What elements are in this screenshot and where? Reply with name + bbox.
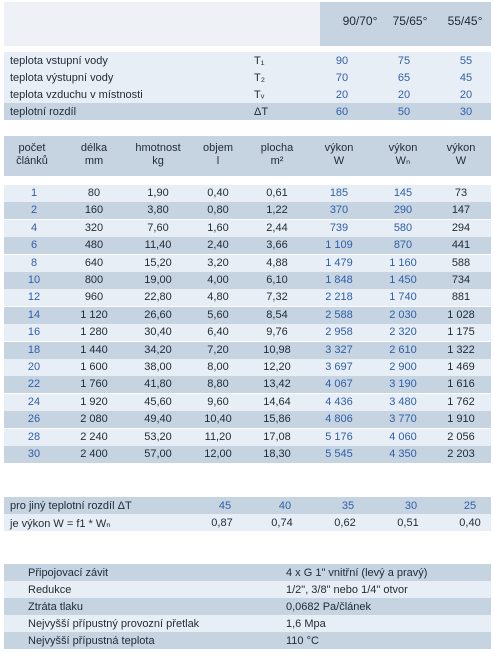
table-cell: 145 <box>393 187 413 199</box>
column-header-weight: hmotnost kg <box>135 142 181 167</box>
table-row <box>4 394 491 411</box>
condition-label: teplotní rozdíl <box>10 106 77 118</box>
table-cell: 9,60 <box>207 395 229 408</box>
table-cell: 73 <box>454 187 468 199</box>
table-cell: 10,98 <box>263 343 291 356</box>
table-cell: 4 067 <box>325 378 353 391</box>
table-row <box>4 359 491 376</box>
table-cell: 4 060 <box>389 430 417 443</box>
table-cell: 881 <box>451 291 471 304</box>
conditions-row <box>4 52 491 69</box>
table-cell: 3 190 <box>389 378 417 391</box>
spec-row <box>4 615 491 632</box>
table-cell: 800 <box>84 274 104 286</box>
table-cell: 10 <box>27 274 41 286</box>
spec-label: Ztráta tlaku <box>28 601 84 613</box>
column-header-output-w: výkon W <box>324 142 354 167</box>
column-header-count: počet článků <box>16 142 48 167</box>
table-row <box>4 220 491 237</box>
table-cell: 26,60 <box>144 308 172 321</box>
table-cell: 580 <box>393 221 413 234</box>
table-cell: 147 <box>451 204 471 217</box>
formula-value: 0,62 <box>334 517 356 529</box>
table-cell: 11,20 <box>204 430 232 443</box>
table-cell: 294 <box>451 221 471 234</box>
table-row <box>4 411 491 428</box>
table-cell: 0,80 <box>207 204 229 217</box>
table-cell: 160 <box>84 204 104 217</box>
table-cell: 2 400 <box>80 448 108 460</box>
table-cell: 38,00 <box>144 361 172 373</box>
table-cell: 13,42 <box>263 378 291 391</box>
table-cell: 20 <box>27 361 41 373</box>
table-row <box>4 307 491 324</box>
table-cell: 9,76 <box>266 326 288 339</box>
table-cell: 441 <box>451 239 471 252</box>
table-body <box>0 185 495 465</box>
table-cell: 8,00 <box>207 361 229 373</box>
table-cell: 3 327 <box>325 343 353 356</box>
table-cell: 26 <box>27 413 41 426</box>
column-header-output-w2: výkon W <box>446 142 476 167</box>
column-header-volume: objem l <box>203 142 233 167</box>
table-row <box>4 429 491 446</box>
table-cell: 1 280 <box>80 326 108 339</box>
condition-value: 50 <box>397 106 411 118</box>
table-cell: 6,40 <box>207 326 229 339</box>
condition-symbol: Tᵥ <box>254 89 265 101</box>
table-cell: 2 320 <box>389 326 417 339</box>
table-cell: 5 545 <box>325 448 353 460</box>
condition-value: 55 <box>459 55 473 67</box>
spec-row <box>4 581 491 598</box>
table-cell: 3 697 <box>325 361 353 373</box>
formula-row <box>4 514 491 531</box>
table-row <box>4 255 491 272</box>
table-cell: 290 <box>393 204 413 217</box>
table-header <box>4 136 491 176</box>
condition-value: 90 <box>335 55 349 67</box>
table-cell: 12 <box>27 291 41 304</box>
table-cell: 1 120 <box>80 308 108 321</box>
table-cell: 4 436 <box>325 395 353 408</box>
table-cell: 2 958 <box>325 326 353 339</box>
table-cell: 5,60 <box>207 308 229 321</box>
table-row <box>4 185 491 202</box>
table-row <box>4 237 491 254</box>
table-cell: 2 900 <box>389 361 417 373</box>
table-cell: 22 <box>27 378 41 391</box>
table-cell: 15,20 <box>144 256 172 269</box>
table-cell: 8,80 <box>207 378 229 391</box>
table-cell: 2 240 <box>80 430 108 443</box>
condition-value: 60 <box>335 106 349 118</box>
condition-value: 20 <box>335 89 349 101</box>
condition-symbol: T₂ <box>254 72 265 84</box>
condition-value: 65 <box>397 72 411 84</box>
table-cell: 34,20 <box>144 343 172 356</box>
table-cell: 1 920 <box>80 395 108 408</box>
spec-label: Nejvyšší přípustný provozní přetlak <box>28 618 200 630</box>
condition-value: 20 <box>397 89 411 101</box>
spec-value: 1/2", 3/8" nebo 1/4" otvor <box>286 584 408 596</box>
table-cell: 41,80 <box>144 378 172 391</box>
table-cell: 18 <box>27 343 41 356</box>
table-cell: 1 175 <box>447 326 475 339</box>
table-cell: 870 <box>393 239 413 252</box>
table-cell: 49,40 <box>144 413 172 426</box>
condition-symbol: T₁ <box>254 55 265 67</box>
other-dt-value: 35 <box>341 500 355 512</box>
column-header-length: délka mm <box>80 142 108 167</box>
table-cell: 1 600 <box>80 361 108 373</box>
spec-value: 4 x G 1" vnitřní (levý a pravý) <box>286 567 428 579</box>
table-cell: 2 080 <box>80 413 108 426</box>
table-cell: 1 440 <box>80 343 108 356</box>
table-cell: 320 <box>84 221 104 234</box>
table-row <box>4 342 491 359</box>
formula-value: 0,74 <box>271 517 293 529</box>
spec-row <box>4 598 491 615</box>
condition-value: 75 <box>397 55 411 67</box>
table-cell: 1,90 <box>147 187 169 199</box>
column-header-output-wn: výkon Wₙ <box>388 142 418 167</box>
table-row <box>4 202 491 219</box>
other-dt-value: 25 <box>463 500 477 512</box>
spec-label: Nejvyšší přípustná teplota <box>28 635 155 647</box>
table-cell: 22,80 <box>144 291 172 304</box>
table-cell: 8 <box>30 256 38 269</box>
conditions-block <box>4 52 491 120</box>
table-cell: 2 <box>30 204 38 217</box>
table-cell: 739 <box>329 221 349 234</box>
other-dt-value: 30 <box>404 500 418 512</box>
table-cell: 1 <box>30 187 38 199</box>
table-cell: 1 760 <box>80 378 108 391</box>
table-cell: 1 109 <box>325 239 353 252</box>
table-cell: 2 056 <box>447 430 475 443</box>
condition-value: 20 <box>459 89 473 101</box>
table-cell: 2,44 <box>266 221 288 234</box>
table-row <box>4 324 491 341</box>
table-cell: 4,80 <box>207 291 229 304</box>
table-row <box>4 289 491 306</box>
table-cell: 1,60 <box>207 221 229 234</box>
table-cell: 734 <box>451 274 471 286</box>
condition-symbol: ΔT <box>254 106 269 118</box>
table-cell: 2 030 <box>389 308 417 321</box>
table-cell: 14,64 <box>263 395 291 408</box>
spec-value: 0,0682 Pa/článek <box>286 601 372 613</box>
table-cell: 45,60 <box>144 395 172 408</box>
table-cell: 3 770 <box>389 413 417 426</box>
table-row <box>4 446 491 463</box>
table-cell: 960 <box>84 291 104 304</box>
spec-label: Redukce <box>28 584 72 596</box>
table-cell: 18,30 <box>263 448 291 460</box>
table-cell: 24 <box>27 395 41 408</box>
table-cell: 2 610 <box>389 343 417 356</box>
conditions-row <box>4 86 491 103</box>
table-cell: 12,00 <box>204 448 232 460</box>
condition-label: teplota výstupní vody <box>10 72 114 84</box>
table-cell: 0,61 <box>266 187 288 199</box>
other-dt-row <box>4 497 491 514</box>
table-cell: 1 848 <box>325 274 353 286</box>
header-col-75-65: 75/65° <box>392 14 428 28</box>
table-row <box>4 376 491 393</box>
table-cell: 7,20 <box>207 343 229 356</box>
table-cell: 185 <box>329 187 349 199</box>
table-cell: 3 480 <box>389 395 417 408</box>
table-cell: 7,60 <box>147 221 169 234</box>
table-cell: 2,40 <box>207 239 229 252</box>
table-cell: 4,00 <box>207 274 229 286</box>
table-cell: 1 910 <box>447 413 475 426</box>
table-cell: 10,40 <box>204 413 232 426</box>
other-dt-label: pro jiný teplotní rozdíl ΔT <box>10 500 132 512</box>
spec-value: 110 °C <box>286 635 319 647</box>
table-cell: 1 469 <box>447 361 475 373</box>
condition-value: 30 <box>459 106 473 118</box>
table-row <box>4 272 491 289</box>
table-cell: 16 <box>27 326 41 339</box>
table-cell: 2 588 <box>325 308 353 321</box>
table-cell: 5 176 <box>325 430 353 443</box>
conditions-row <box>4 69 491 86</box>
other-dt-value: 45 <box>218 500 232 512</box>
table-cell: 12,20 <box>263 361 291 373</box>
table-cell: 1 479 <box>325 256 353 269</box>
table-cell: 6 <box>30 239 38 252</box>
table-cell: 1 450 <box>389 274 417 286</box>
table-cell: 30,40 <box>144 326 172 339</box>
table-cell: 14 <box>27 308 41 321</box>
table-cell: 3,20 <box>207 256 229 269</box>
table-cell: 8,54 <box>266 308 288 321</box>
table-cell: 2 218 <box>325 291 353 304</box>
header-col-90-70: 90/70° <box>342 14 378 28</box>
condition-label: teplota vzduchu v místnosti <box>10 89 143 101</box>
table-cell: 30 <box>27 448 41 460</box>
spec-row <box>4 564 491 581</box>
table-cell: 11,40 <box>144 239 172 252</box>
condition-label: teplota vstupní vody <box>10 55 108 67</box>
table-cell: 53,20 <box>144 430 172 443</box>
table-cell: 588 <box>451 256 471 269</box>
table-cell: 480 <box>84 239 104 252</box>
table-cell: 15,86 <box>263 413 291 426</box>
table-cell: 3,66 <box>266 239 288 252</box>
formula-value: 0,51 <box>397 517 419 529</box>
table-cell: 1 322 <box>447 343 475 356</box>
table-cell: 370 <box>329 204 349 217</box>
table-cell: 1 616 <box>447 378 475 391</box>
table-cell: 1 160 <box>389 256 417 269</box>
spec-row <box>4 632 491 649</box>
formula-label: je výkon W = f1 * Wₙ <box>10 518 111 530</box>
table-cell: 3,80 <box>147 204 169 217</box>
other-dt-value: 40 <box>278 500 292 512</box>
table-cell: 2 203 <box>447 448 475 460</box>
table-cell: 17,08 <box>263 430 291 443</box>
table-cell: 4 806 <box>325 413 353 426</box>
table-cell: 640 <box>84 256 104 269</box>
table-cell: 1 028 <box>447 308 475 321</box>
condition-value: 70 <box>335 72 349 84</box>
table-cell: 1 740 <box>389 291 417 304</box>
table-cell: 1,22 <box>266 204 288 217</box>
header-band-left <box>4 2 320 46</box>
table-cell: 6,10 <box>266 274 288 286</box>
table-cell: 4 <box>30 221 38 234</box>
table-cell: 7,32 <box>266 291 288 304</box>
table-cell: 4,88 <box>266 256 288 269</box>
table-cell: 0,40 <box>207 187 229 199</box>
spec-value: 1,6 Mpa <box>286 618 326 630</box>
formula-value: 0,40 <box>459 517 481 529</box>
table-cell: 28 <box>27 430 41 443</box>
header-col-55-45: 55/45° <box>447 14 483 28</box>
conditions-row <box>4 103 491 120</box>
condition-value: 45 <box>459 72 473 84</box>
specs-block <box>4 564 491 654</box>
table-cell: 80 <box>87 187 101 199</box>
formula-value: 0,87 <box>211 517 233 529</box>
table-cell: 1 762 <box>447 395 475 408</box>
spec-label: Připojovací závit <box>28 567 109 579</box>
table-cell: 4 350 <box>389 448 417 460</box>
column-header-area: plocha m² <box>260 142 294 167</box>
table-cell: 19,00 <box>144 274 172 286</box>
table-cell: 57,00 <box>144 448 172 460</box>
